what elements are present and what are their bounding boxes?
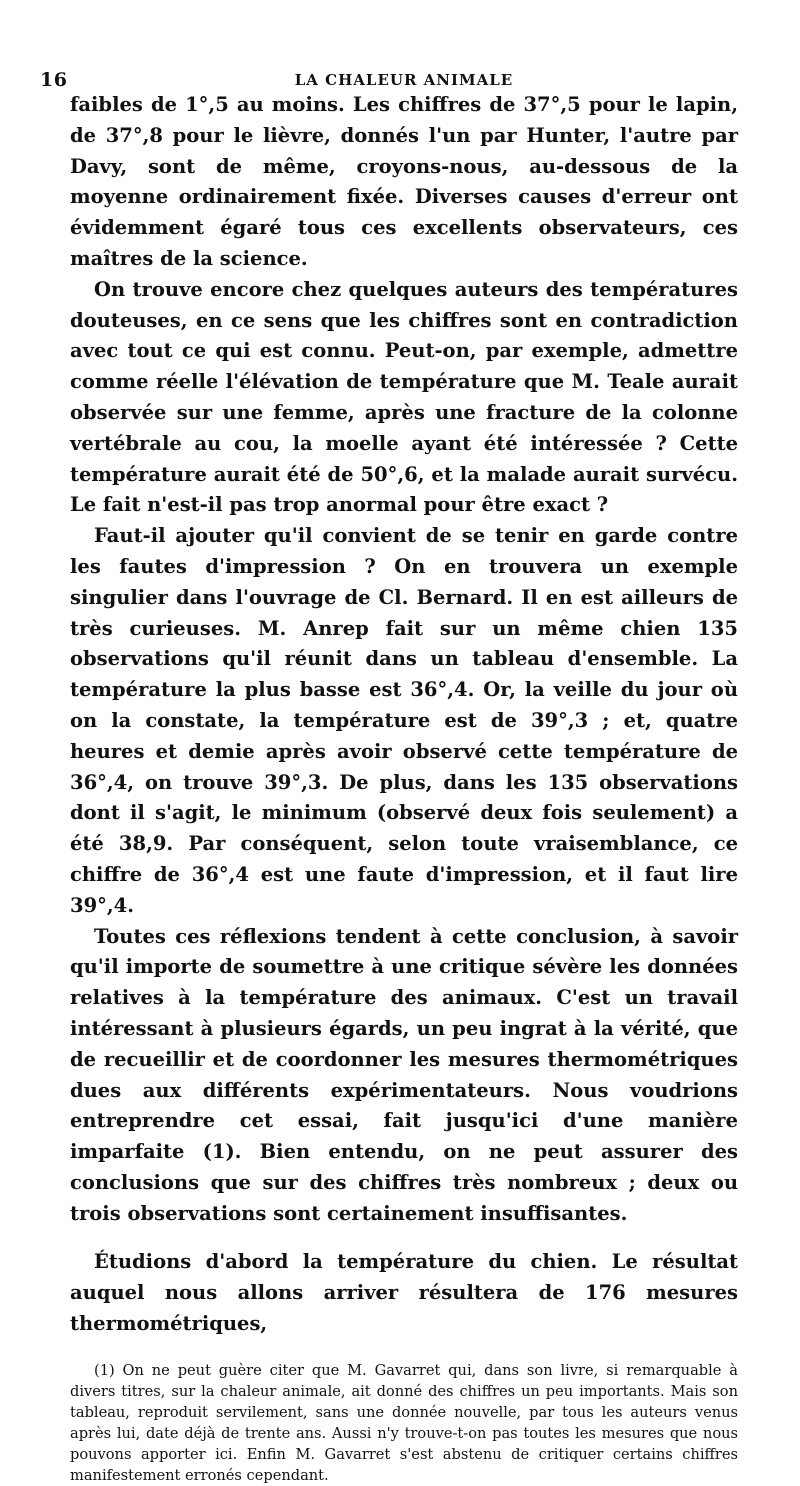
body-text [70,90,738,1340]
running-head [40,60,738,91]
paragraph-4: Toutes ces réflexions tendent à cette conclusion, à savoir qu'il importe de soumettre à une critique sévère les données relatives à la température des animaux. C'est un travail intéressant à plusieurs égards, un peu ingrat à la vérité, que de recueillir et de coordonner les mesures thermométriques dues aux différents expérimentateurs. Nous voudrions entreprendre cet essai, fait jusqu'ici d'une manière imparfaite (1). Bien entendu, on ne peut assurer des conclusions que sur des chiffres très nombreux ; deux ou trois observations sont certainement insuffisantes. [70,924,738,1225]
book-page [40,60,738,1486]
running-title: LA CHALEUR ANIMALE [294,71,514,89]
paragraph-2: On trouve encore chez quelques auteurs des températures douteuses, en ce sens que les chiffres sont en contradiction avec tout ce qui est connu. Peut-on, par exemple, admettre comme réelle l'élévation de température que M. Teale aurait observée sur une femme, après une fracture de la colonne vertébrale au cou, la moelle ayant été intéressée ? Cette température aurait été de 50°,6, et la malade aurait survécu. Le fait n'est-il pas trop anormal pour être exact ? [70,277,738,517]
paragraph-5: Étudions d'abord la température du chien. Le résultat auquel nous allons arriver résultera de 176 mesures thermométriques, [70,1250,738,1336]
footnote: (1) On ne peut guère citer que M. Gavarret qui, dans son livre, si remarquable à divers titres, sur la chaleur animale, ait donné des chiffres un peu importants. Mais son tableau, reproduit servilement, sans une donnée nouvelle, par tous les auteurs venus après lui, date déjà de trente ans. Aussi n'y trouve-t-on pas toutes les mesures que nous pouvons apporter ici. Enfin M. Gavarret s'est abstenu de critiquer certains chiffres manifestement erronés cependant. [70,1361,738,1484]
page-number: 16 [40,69,68,91]
paragraph-3: Faut-il ajouter qu'il convient de se tenir en garde contre les fautes d'impression ? On en trouvera un exemple singulier dans l'ouvrage de Cl. Bernard. Il en est ailleurs de très curieuses. M. Anrep fait sur un même chien 135 observations qu'il réunit dans un tableau d'ensemble. La température la plus basse est 36°,4. Or, la veille du jour où on la constate, la température est de 39°,3 ; et, quatre heures et demie après avoir observé cette température de 36°,4, on trouve 39°,3. De plus, dans les 135 observations dont il s'agit, le minimum (observé deux fois seulement) a été 38,9. Par conséquent, selon toute vraisemblance, ce chiffre de 36°,4 est une faute d'impression, et il faut lire 39°,4. [70,524,738,917]
paragraph-1: faibles de 1°,5 au moins. Les chiffres de 37°,5 pour le lapin, de 37°,8 pour le lièvre, donnés l'un par Hunter, l'autre par Davy, sont de même, croyons-nous, au-dessous de la moyenne ordinairement fixée. Diverses causes d'erreur ont évidemment égaré tous ces excellents observateurs, ces maîtres de la science. [70,93,738,270]
